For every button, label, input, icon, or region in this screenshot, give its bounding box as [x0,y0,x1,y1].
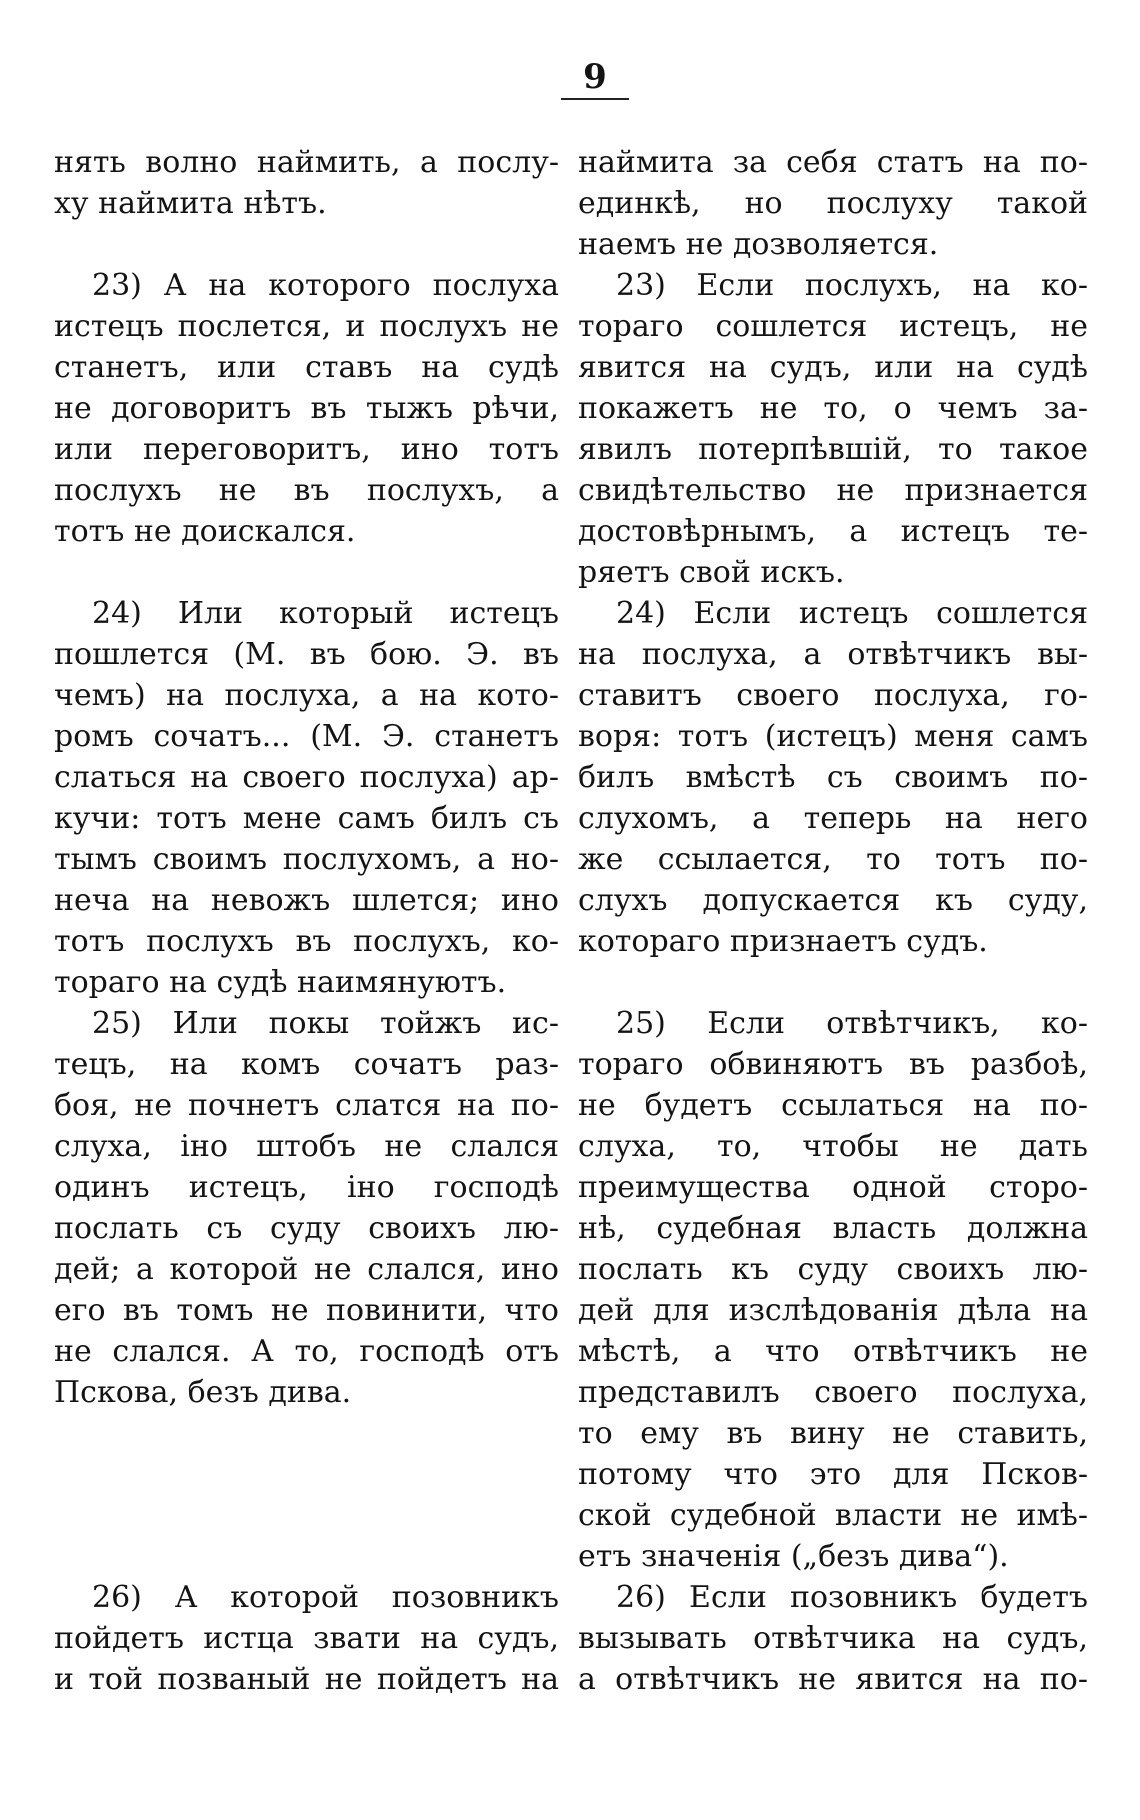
text-line: преимущества одной сторо- [578,1170,1088,1205]
text-line: 26) Если позовникъ будетъ [616,1580,1088,1615]
text-line: слухъ допускается къ суду, [578,883,1088,918]
text-line: неча на невожъ шлется; ино [54,883,559,918]
text-line: не будетъ ссылаться на по- [578,1088,1088,1123]
text-line: ряетъ свой искъ. [578,555,845,590]
text-line: же ссылается, то тотъ по- [578,842,1088,877]
text-line: станетъ, или ставъ на судѣ [54,350,559,385]
text-line: потому что это для Псков- [578,1457,1088,1492]
old-text-column [54,142,559,1700]
text-line: тораго на судѣ наимянуютъ. [54,965,507,1000]
text-line: 23) А на которого послуха [92,268,559,303]
right-article-25 [578,1003,1088,1577]
text-line: нѣ, судебная власть должна [578,1211,1088,1246]
text-line: одинъ истецъ, іно господѣ [54,1170,559,1205]
text-line: свидѣтельство не признается [578,473,1088,508]
text-line: слухомъ, а теперь на него [578,801,1088,836]
text-line: явится на судъ, или на судѣ [578,350,1088,385]
text-line: тораго обвиняютъ въ разбоѣ, [578,1047,1088,1082]
text-line: кучи: тотъ мене самъ билъ съ [54,801,559,836]
text-line: воря: тотъ (истецъ) меня самъ [578,719,1088,754]
text-line: послухъ не въ послухъ, а [54,473,559,508]
text-line: ромъ сочатъ... (М. Э. станетъ [54,719,559,754]
left-article-26 [54,1577,559,1700]
text-line: наемъ не дозволяется. [578,227,939,262]
text-line: тецъ, на комъ сочатъ раз- [54,1047,559,1082]
text-line: достовѣрнымъ, а истецъ те- [578,514,1088,549]
text-line: а отвѣтчикъ не явится на по- [578,1662,1088,1697]
text-line: слуха, то, чтобы не дать [578,1129,1088,1164]
text-line: ху наймита нѣтъ. [54,186,327,221]
text-line: котораго признаетъ судъ. [578,924,988,959]
text-line: тотъ послухъ въ послухъ, ко- [54,924,559,959]
text-line: 25) Если отвѣтчикъ, ко- [616,1006,1088,1041]
text-line: Пскова, безъ дива. [54,1375,352,1410]
text-line: вызывать отвѣтчика на судъ, [578,1621,1088,1656]
text-line: то ему въ вину не ставить, [578,1416,1088,1451]
right-article-24 [578,593,1088,962]
text-line: наймита за себя статъ на по- [578,145,1088,180]
left-article-25 [54,1003,559,1413]
left-intro [54,142,559,224]
text-line: на послуха, а отвѣтчикъ вы- [578,637,1088,672]
text-line: мѣстѣ, а что отвѣтчикъ не [578,1334,1088,1369]
text-line: 25) Или покы тойжъ ис- [92,1006,559,1041]
right-article-23 [578,265,1088,593]
left-article-23 [54,265,559,552]
text-line: слаться на своего послуха) ар- [54,760,559,795]
text-line: и той позваный не пойдетъ на [54,1662,559,1697]
text-line: чемъ) на послуха, а на кото- [54,678,559,713]
left-article-24 [54,593,559,1003]
text-line: 24) Если истецъ сошлется [616,596,1088,631]
text-line: билъ вмѣстѣ съ своимъ по- [578,760,1088,795]
text-line: пошлется (М. въ бою. Э. въ [54,637,559,672]
page-number: 9 [561,60,629,100]
text-line: пойдетъ истца звати на судъ, [54,1621,559,1656]
text-line: етъ значенія („безъ дива“). [578,1539,1009,1574]
text-line: явилъ потерпѣвшій, то такое [578,432,1088,467]
text-line: дей; а которой не слался, ино [54,1252,559,1287]
text-line: послать къ суду своихъ лю- [578,1252,1088,1287]
text-line: представилъ своего послуха, [578,1375,1088,1410]
text-line: слуха, іно штобъ не слался [54,1129,559,1164]
page-header [0,57,1140,100]
text-line: послать съ суду своихъ лю- [54,1211,559,1246]
translation-column [578,142,1088,1700]
text-line: ставитъ своего послуха, го- [578,678,1088,713]
text-line: тотъ не доискался. [54,514,356,549]
text-line: или переговоритъ, ино тотъ [54,432,559,467]
text-line: тымъ своимъ послухомъ, а но- [54,842,559,877]
text-line: 26) А которой позовникъ [92,1580,559,1615]
text-line: не договоритъ въ тыжъ рѣчи, [54,391,559,426]
text-line: боя, не почнетъ слатся на по- [54,1088,559,1123]
text-line: истецъ послется, и послухъ не [54,309,559,344]
text-line: ской судебной власти не имѣ- [578,1498,1088,1533]
text-line: 23) Если послухъ, на ко- [616,268,1088,303]
right-intro [578,142,1088,265]
text-line: единкѣ, но послуху такой [578,186,1088,221]
text-line: покажетъ не то, о чемъ за- [578,391,1088,426]
text-line: 24) Или который истецъ [92,596,559,631]
text-line: дей для изслѣдованія дѣла на [578,1293,1088,1328]
right-article-26 [578,1577,1088,1700]
text-line: нять волно наймить, а послу- [54,145,559,180]
text-line: не слался. А то, господѣ отъ [54,1334,559,1369]
text-line: тораго сошлется истецъ, не [578,309,1088,344]
text-line: его въ томъ не повинити, что [54,1293,559,1328]
